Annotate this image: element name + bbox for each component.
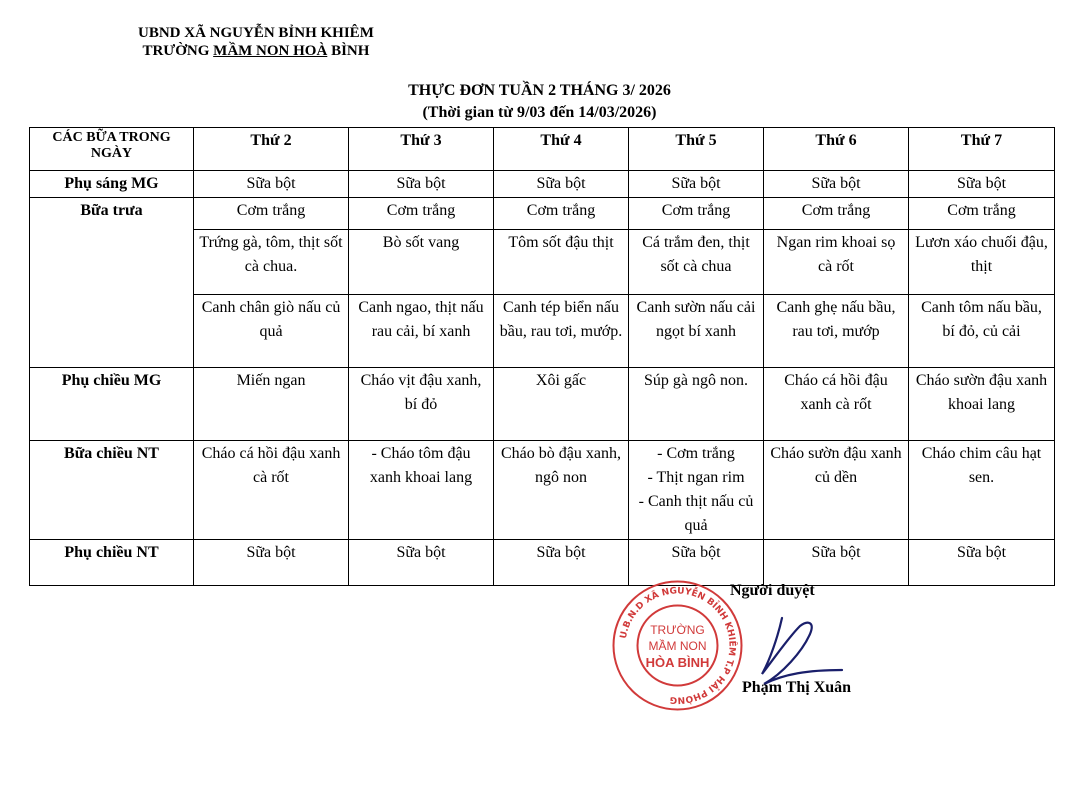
menu-cell: Cơm trắng <box>764 198 909 230</box>
menu-cell: Sữa bột <box>764 171 909 198</box>
menu-cell: - Cháo tôm đậu xanh khoai lang <box>349 441 494 540</box>
menu-cell: Canh chân giò nấu củ quả <box>194 295 349 368</box>
menu-line: - Thịt ngan rim <box>647 469 745 486</box>
menu-cell: Cháo bò đậu xanh, ngô non <box>494 441 629 540</box>
menu-cell: Miến ngan <box>194 368 349 441</box>
menu-cell: Xôi gấc <box>494 368 629 441</box>
day-header: Thứ 7 <box>909 128 1055 171</box>
weekly-menu-table <box>29 127 1055 586</box>
menu-cell: Canh ngao, thịt nấu rau cải, bí xanh <box>349 295 494 368</box>
menu-line: - Cơm trắng <box>657 445 735 462</box>
day-header: Thứ 4 <box>494 128 629 171</box>
table-row <box>30 540 1055 586</box>
menu-cell: Sữa bột <box>494 171 629 198</box>
menu-cell: Sữa bột <box>194 171 349 198</box>
approver-title: Người duyệt <box>730 582 815 599</box>
menu-cell: Canh tôm nấu bầu, bí đỏ, củ cải <box>909 295 1055 368</box>
day-header: Thứ 2 <box>194 128 349 171</box>
stamp-center-line: MẦM NON <box>648 639 707 653</box>
day-header: Thứ 6 <box>764 128 909 171</box>
menu-cell: Canh sườn nấu cải ngọt bí xanh <box>629 295 764 368</box>
meal-label: Bữa trưa <box>30 198 194 368</box>
menu-cell: Sữa bột <box>764 540 909 586</box>
menu-cell: Cháo cá hồi đậu xanh cà rốt <box>764 368 909 441</box>
menu-cell: Tôm sốt đậu thịt <box>494 230 629 295</box>
approver-name: Phạm Thị Xuân <box>742 679 852 696</box>
menu-line: - Canh thịt nấu củ quả <box>638 493 754 534</box>
menu-cell: Cháo cá hồi đậu xanh cà rốt <box>194 441 349 540</box>
menu-cell: Canh tép biển nấu bầu, rau tơi, mướp. <box>494 295 629 368</box>
stamp-center-line: TRƯỜNG <box>650 623 705 637</box>
menu-cell <box>629 441 764 540</box>
menu-cell: Cháo vịt đậu xanh, bí đỏ <box>349 368 494 441</box>
menu-cell: Sữa bột <box>194 540 349 586</box>
menu-cell: Sữa bột <box>494 540 629 586</box>
table-row <box>30 441 1055 540</box>
meal-label: Bữa chiều NT <box>30 441 194 540</box>
menu-cell: Ngan rim khoai sọ cà rốt <box>764 230 909 295</box>
school-header <box>138 24 374 60</box>
menu-cell: Trứng gà, tôm, thịt sốt cà chua. <box>194 230 349 295</box>
menu-cell: Bò sốt vang <box>349 230 494 295</box>
menu-cell: Sữa bột <box>349 540 494 586</box>
menu-cell: Súp gà ngô non. <box>629 368 764 441</box>
menu-cell: Cá trắm đen, thịt sốt cà chua <box>629 230 764 295</box>
meal-label: Phụ chiều NT <box>30 540 194 586</box>
menu-subtitle: (Thời gian từ 9/03 đến 14/03/2026) <box>422 104 657 121</box>
menu-cell: Cháo chim câu hạt sen. <box>909 441 1055 540</box>
menu-cell: Sữa bột <box>909 171 1055 198</box>
day-header: Thứ 3 <box>349 128 494 171</box>
menu-cell: Cơm trắng <box>629 198 764 230</box>
menu-cell: Sữa bột <box>629 540 764 586</box>
day-header: Thứ 5 <box>629 128 764 171</box>
menu-cell: Sữa bột <box>629 171 764 198</box>
table-row <box>30 198 1055 230</box>
menu-cell: Cơm trắng <box>194 198 349 230</box>
menu-cell: Cháo sườn đậu xanh củ dền <box>764 441 909 540</box>
menu-cell: Sữa bột <box>909 540 1055 586</box>
table-row <box>30 368 1055 441</box>
menu-cell: Cơm trắng <box>349 198 494 230</box>
menu-title: THỰC ĐƠN TUẦN 2 THÁNG 3/ 2026 <box>408 82 671 99</box>
meal-label: Phụ chiều MG <box>30 368 194 441</box>
stamp-center-line: HÒA BÌNH <box>645 655 710 670</box>
table-header-row <box>30 128 1055 171</box>
menu-cell: Canh ghẹ nấu bầu, rau tơi, mướp <box>764 295 909 368</box>
district-name: UBND XÃ NGUYỄN BỈNH KHIÊM <box>138 25 374 41</box>
menu-cell: Cơm trắng <box>909 198 1055 230</box>
meal-label: Phụ sáng MG <box>30 171 194 198</box>
table-row <box>30 171 1055 198</box>
menu-cell: Cơm trắng <box>494 198 629 230</box>
menu-cell: Cháo sườn đậu xanh khoai lang <box>909 368 1055 441</box>
menu-cell: Sữa bột <box>349 171 494 198</box>
meal-column-header: CÁC BỮA TRONG NGÀY <box>30 128 194 171</box>
stamp-ring-text: U.B.N.D XÃ NGUYỄN BỈNH KHIÊM T.P HẢI PHÒNG <box>618 586 737 705</box>
menu-cell: Lươn xáo chuối đậu, thịt <box>909 230 1055 295</box>
school-name: TRƯỜNG MẦM NON HOÀ BÌNH <box>142 43 370 59</box>
